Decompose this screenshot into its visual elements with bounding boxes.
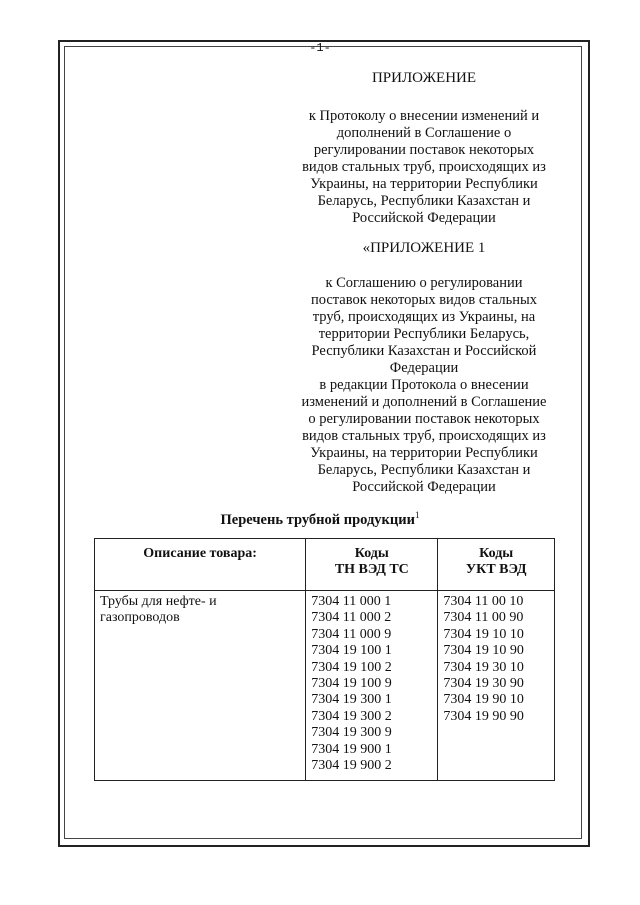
- description-line: Трубы для нефте- и: [100, 594, 217, 609]
- ukt-ved-code: 7304 11 00 90: [443, 610, 524, 626]
- cell-ukt-ved-codes: [438, 591, 555, 781]
- ukt-ved-code: 7304 19 10 90: [443, 643, 524, 659]
- header-tn-ved-line2: ТН ВЭД ТС: [334, 562, 409, 578]
- appendix1-line: в редакции Протокола о внесении: [319, 377, 529, 393]
- ukt-ved-code: 7304 19 90 10: [443, 692, 524, 708]
- tn-ved-code: 7304 19 900 2: [311, 758, 392, 774]
- footnote-marker: 1: [414, 510, 420, 520]
- appendix-line: регулировании поставок некоторых: [313, 142, 535, 158]
- appendix-line: к Протоколу о внесении изменений и: [308, 108, 540, 124]
- tn-ved-code: 7304 19 100 2: [311, 659, 392, 675]
- list-title: [120, 510, 520, 529]
- appendix1-line: труб, происходящих из Украины, на: [312, 309, 536, 325]
- tn-ved-code: 7304 19 300 9: [311, 725, 392, 741]
- appendix1-line: поставок некоторых видов стальных: [310, 292, 538, 308]
- tn-ved-code: 7304 19 300 2: [311, 708, 392, 724]
- tn-ved-code: 7304 19 100 9: [311, 676, 392, 692]
- header-ukt-ved-line2: УКТ ВЭД: [465, 562, 527, 578]
- appendix1-line: о регулировании поставок некоторых: [308, 411, 540, 427]
- header-ukt-ved: [438, 539, 555, 591]
- appendix-line: Беларусь, Республики Казахстан и: [317, 193, 531, 209]
- appendix-line: Российской Федерации: [352, 210, 496, 226]
- table-row: [95, 591, 555, 781]
- appendix1-line: изменений и дополнений в Соглашение: [301, 394, 547, 410]
- header-description: [95, 539, 306, 591]
- appendix-line: дополнений в Соглашение о: [336, 125, 512, 141]
- header-description-text: Описание товара:: [143, 546, 257, 561]
- ukt-ved-code: 7304 19 30 10: [443, 659, 524, 675]
- appendix1-line: Украины, на территории Республики: [310, 445, 538, 461]
- appendix1-line: Федерации: [389, 360, 459, 376]
- pipe-products-table: [94, 538, 555, 781]
- header-ukt-ved-line1: Коды: [479, 546, 514, 561]
- appendix1-title: «ПРИЛОЖЕНИЕ 1: [362, 240, 486, 256]
- appendix-title: ПРИЛОЖЕНИЕ: [371, 70, 477, 86]
- ukt-ved-code: 7304 19 90 90: [443, 708, 524, 724]
- tn-ved-code: 7304 19 900 1: [311, 741, 392, 757]
- appendix1-line: к Соглашению о регулировании: [325, 275, 523, 291]
- tn-ved-code: 7304 19 100 1: [311, 643, 392, 659]
- tn-ved-code: 7304 19 300 1: [311, 692, 392, 708]
- appendix-line: видов стальных труб, происходящих из: [302, 159, 546, 175]
- appendix1-line: территории Республики Беларусь,: [318, 326, 530, 342]
- appendix1-line: Республики Казахстан и Российской: [311, 343, 537, 359]
- tn-ved-code: 7304 11 000 2: [311, 610, 392, 626]
- cell-tn-ved-codes: [306, 591, 438, 781]
- appendix1-text: [290, 275, 558, 496]
- ukt-ved-code: 7304 11 00 10: [443, 594, 524, 609]
- appendix1-line: Беларусь, Республики Казахстан и: [317, 462, 531, 478]
- tn-ved-code: 7304 11 000 1: [311, 594, 392, 609]
- appendix1-line: видов стальных труб, происходящих из: [302, 428, 546, 444]
- list-title-text: Перечень трубной продукции: [220, 511, 415, 528]
- cell-description: [95, 591, 306, 781]
- appendix1-line: Российской Федерации: [352, 479, 496, 495]
- tn-ved-code: 7304 11 000 9: [311, 626, 392, 642]
- description-line: газопроводов: [100, 610, 180, 626]
- page-number: -1-: [309, 41, 331, 55]
- header-tn-ved-line1: Коды: [354, 546, 389, 561]
- appendix-line: Украины, на территории Республики: [310, 176, 538, 192]
- appendix-text: [290, 108, 558, 227]
- ukt-ved-code: 7304 19 10 10: [443, 626, 524, 642]
- table-header-row: [95, 539, 555, 591]
- header-tn-ved: [306, 539, 438, 591]
- ukt-ved-code: 7304 19 30 90: [443, 676, 524, 692]
